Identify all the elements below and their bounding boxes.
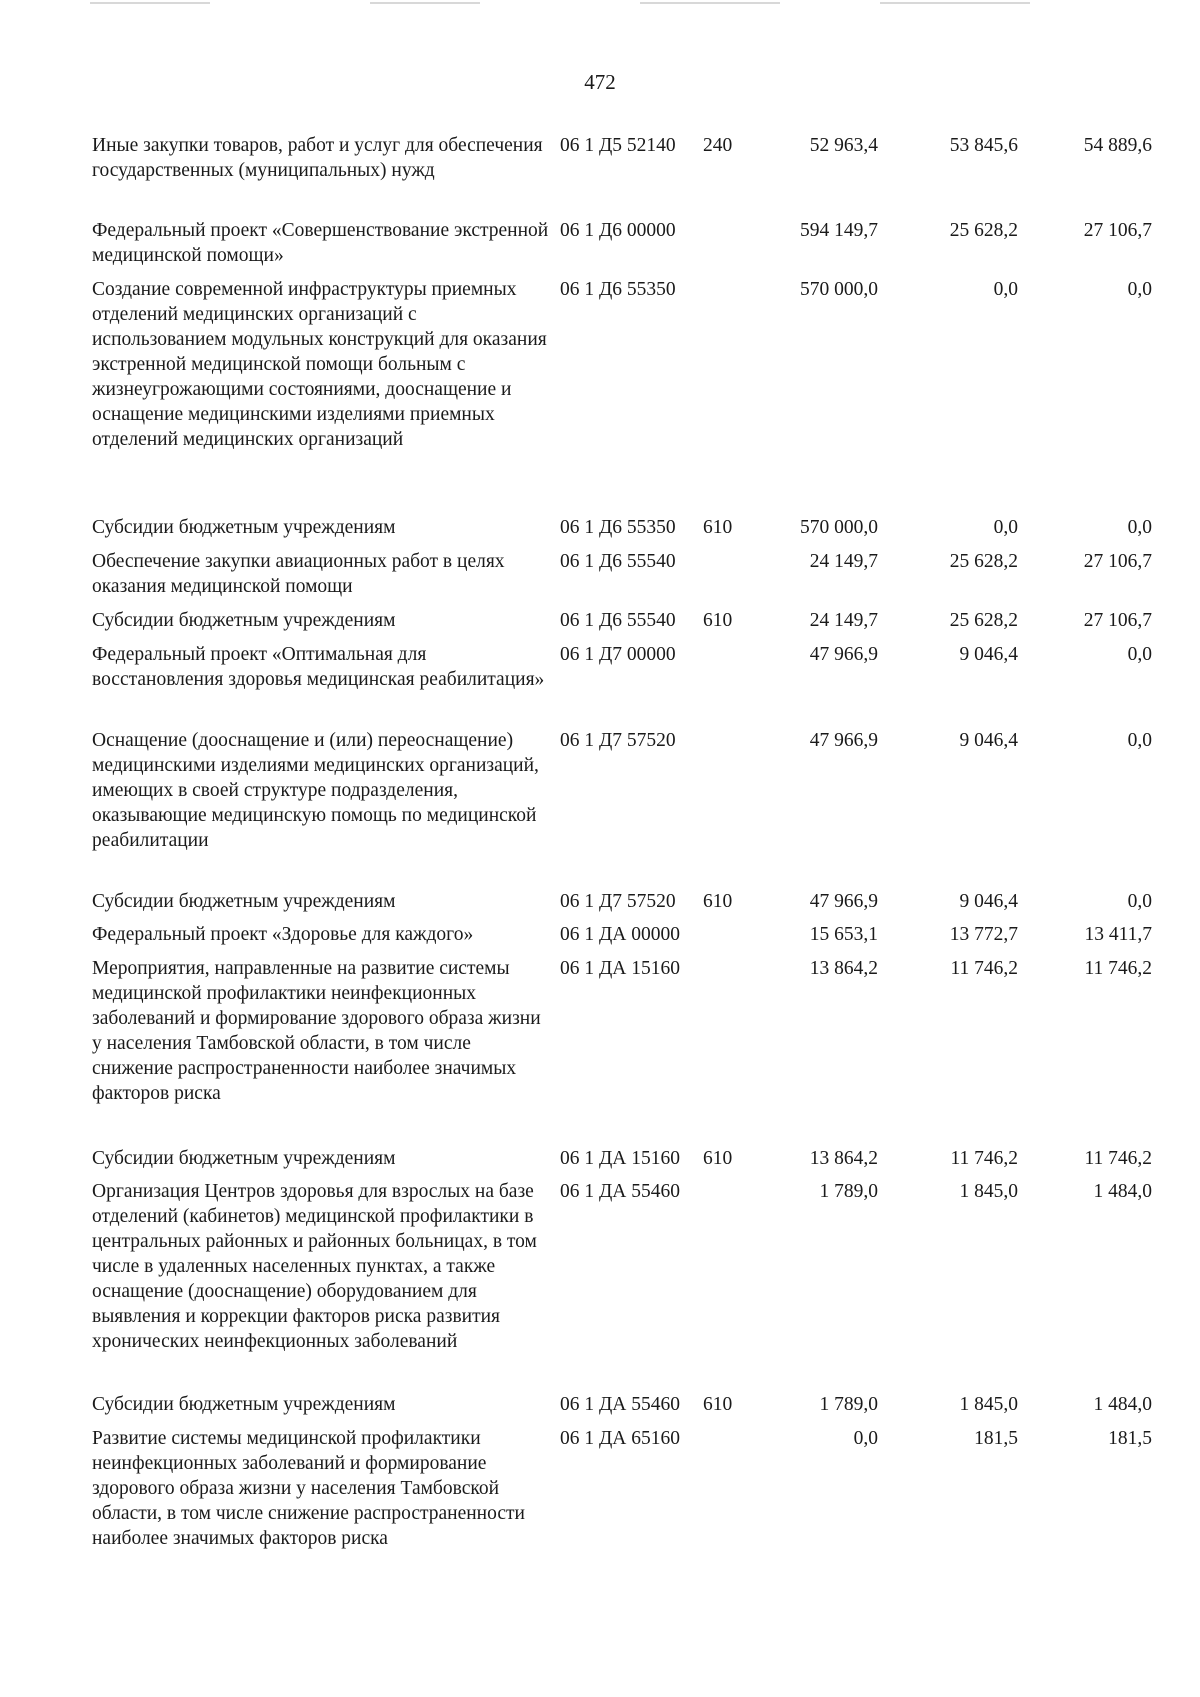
row-value-3: 1 484,0	[1093, 1394, 1152, 1415]
row-expense-type: 610	[703, 1394, 733, 1415]
row-code: 06 1 Д6 55350	[560, 517, 676, 538]
row-value-1: 47 966,9	[809, 644, 878, 665]
row-description: Создание современной инфраструктуры приемных отделений медицинских организаций с использованием модульных конструкций для оказания экстренной медицинской помощи больным с жизнеугрожающими состояниями, дооснащение и оснащение медицинскими изделиями приемных отделений медицинских организаций	[92, 279, 547, 450]
row-code: 06 1 ДА 55460	[560, 1181, 681, 1202]
row-description: Субсидии бюджетным учреждениям	[92, 891, 396, 912]
row-value-1: 15 653,1	[809, 924, 878, 945]
row-value-1: 47 966,9	[809, 891, 878, 912]
row-value-1: 0,0	[853, 1428, 878, 1449]
row-value-1: 570 000,0	[800, 279, 878, 300]
row-value-1: 24 149,7	[809, 551, 878, 572]
row-value-3: 13 411,7	[1084, 924, 1152, 945]
row-description: Иные закупки товаров, работ и услуг для обеспечения государственных (муниципальных) нужд	[92, 135, 543, 181]
row-value-3: 27 106,7	[1083, 610, 1152, 631]
row-code: 06 1 Д7 57520	[560, 730, 676, 751]
row-value-2: 9 046,4	[959, 891, 1018, 912]
row-value-3: 0,0	[1127, 644, 1152, 665]
row-code: 06 1 Д6 55350	[560, 279, 676, 300]
row-value-1: 52 963,4	[809, 135, 878, 156]
row-value-2: 181,5	[974, 1428, 1018, 1449]
row-value-3: 11 746,2	[1084, 958, 1152, 979]
row-value-2: 53 845,6	[949, 135, 1018, 156]
row-description: Мероприятия, направленные на развитие системы медицинской профилактики неинфекционных заболеваний и формирование здорового образа жизни у населения Тамбовской области, в том числе снижение распространенности наиболее значимых факторов риска	[92, 958, 541, 1104]
row-description: Субсидии бюджетным учреждениям	[92, 610, 396, 631]
row-expense-type: 610	[703, 610, 733, 631]
row-value-2: 1 845,0	[959, 1394, 1018, 1415]
row-value-1: 570 000,0	[800, 517, 878, 538]
row-code: 06 1 Д6 55540	[560, 610, 676, 631]
row-value-2: 13 772,7	[949, 924, 1018, 945]
row-code: 06 1 Д7 00000	[560, 644, 676, 665]
row-code: 06 1 Д6 00000	[560, 220, 676, 241]
row-value-3: 54 889,6	[1083, 135, 1152, 156]
row-value-1: 1 789,0	[819, 1394, 878, 1415]
row-description: Субсидии бюджетным учреждениям	[92, 1148, 396, 1169]
row-description: Федеральный проект «Оптимальная для восстановления здоровья медицинская реабилитация»	[92, 644, 545, 690]
row-value-1: 13 864,2	[809, 1148, 878, 1169]
row-value-2: 25 628,2	[949, 551, 1018, 572]
row-value-2: 11 746,2	[950, 958, 1018, 979]
row-value-3: 181,5	[1108, 1428, 1152, 1449]
row-description: Субсидии бюджетным учреждениям	[92, 517, 396, 538]
row-value-1: 1 789,0	[819, 1181, 878, 1202]
row-value-3: 11 746,2	[1084, 1148, 1152, 1169]
row-description: Федеральный проект «Совершенствование экстренной медицинской помощи»	[92, 220, 549, 266]
row-value-3: 0,0	[1127, 730, 1152, 751]
row-value-1: 594 149,7	[800, 220, 878, 241]
row-value-2: 25 628,2	[949, 610, 1018, 631]
row-description: Развитие системы медицинской профилактики неинфекционных заболеваний и формирование здорового образа жизни у населения Тамбовской области, в том числе снижение распространенности наиболее значимых факторов риска	[92, 1428, 525, 1549]
row-code: 06 1 ДА 15160	[560, 958, 681, 979]
row-value-2: 0,0	[993, 517, 1018, 538]
row-code: 06 1 Д5 52140	[560, 135, 676, 156]
row-code: 06 1 ДА 65160	[560, 1428, 681, 1449]
row-description: Обеспечение закупки авиационных работ в целях оказания медицинской помощи	[92, 551, 505, 597]
row-value-2: 11 746,2	[950, 1148, 1018, 1169]
row-description: Организация Центров здоровья для взрослых на базе отделений (кабинетов) медицинской профилактики в центральных районных и районных больницах, в том числе в удаленных населенных пунктах, а также оснащение (дооснащение) оборудованием для выявления и коррекции факторов риска развития хронических неинфекционных заболеваний	[92, 1181, 537, 1352]
row-expense-type: 610	[703, 1148, 733, 1169]
row-value-3: 27 106,7	[1083, 551, 1152, 572]
row-value-2: 1 845,0	[959, 1181, 1018, 1202]
row-code: 06 1 Д7 57520	[560, 891, 676, 912]
row-value-2: 9 046,4	[959, 730, 1018, 751]
row-value-1: 24 149,7	[809, 610, 878, 631]
row-code: 06 1 ДА 15160	[560, 1148, 681, 1169]
row-description: Федеральный проект «Здоровье для каждого»	[92, 924, 474, 945]
row-expense-type: 610	[703, 517, 733, 538]
row-code: 06 1 Д6 55540	[560, 551, 676, 572]
row-value-2: 0,0	[993, 279, 1018, 300]
row-value-3: 0,0	[1127, 517, 1152, 538]
row-expense-type: 240	[703, 135, 733, 156]
row-value-3: 0,0	[1127, 279, 1152, 300]
row-value-1: 13 864,2	[809, 958, 878, 979]
row-value-1: 47 966,9	[809, 730, 878, 751]
row-expense-type: 610	[703, 891, 733, 912]
row-description: Субсидии бюджетным учреждениям	[92, 1394, 396, 1415]
row-value-3: 0,0	[1127, 891, 1152, 912]
row-description: Оснащение (дооснащение и (или) переоснащение) медицинскими изделиями медицинских организаций, имеющих в своей структуре подразделения, оказывающие медицинскую помощь по медицинской реабилитации	[92, 730, 539, 851]
row-code: 06 1 ДА 00000	[560, 924, 681, 945]
row-value-3: 1 484,0	[1093, 1181, 1152, 1202]
row-value-3: 27 106,7	[1083, 220, 1152, 241]
row-value-2: 9 046,4	[959, 644, 1018, 665]
row-value-2: 25 628,2	[949, 220, 1018, 241]
row-code: 06 1 ДА 55460	[560, 1394, 681, 1415]
page-number: 472	[584, 70, 616, 94]
